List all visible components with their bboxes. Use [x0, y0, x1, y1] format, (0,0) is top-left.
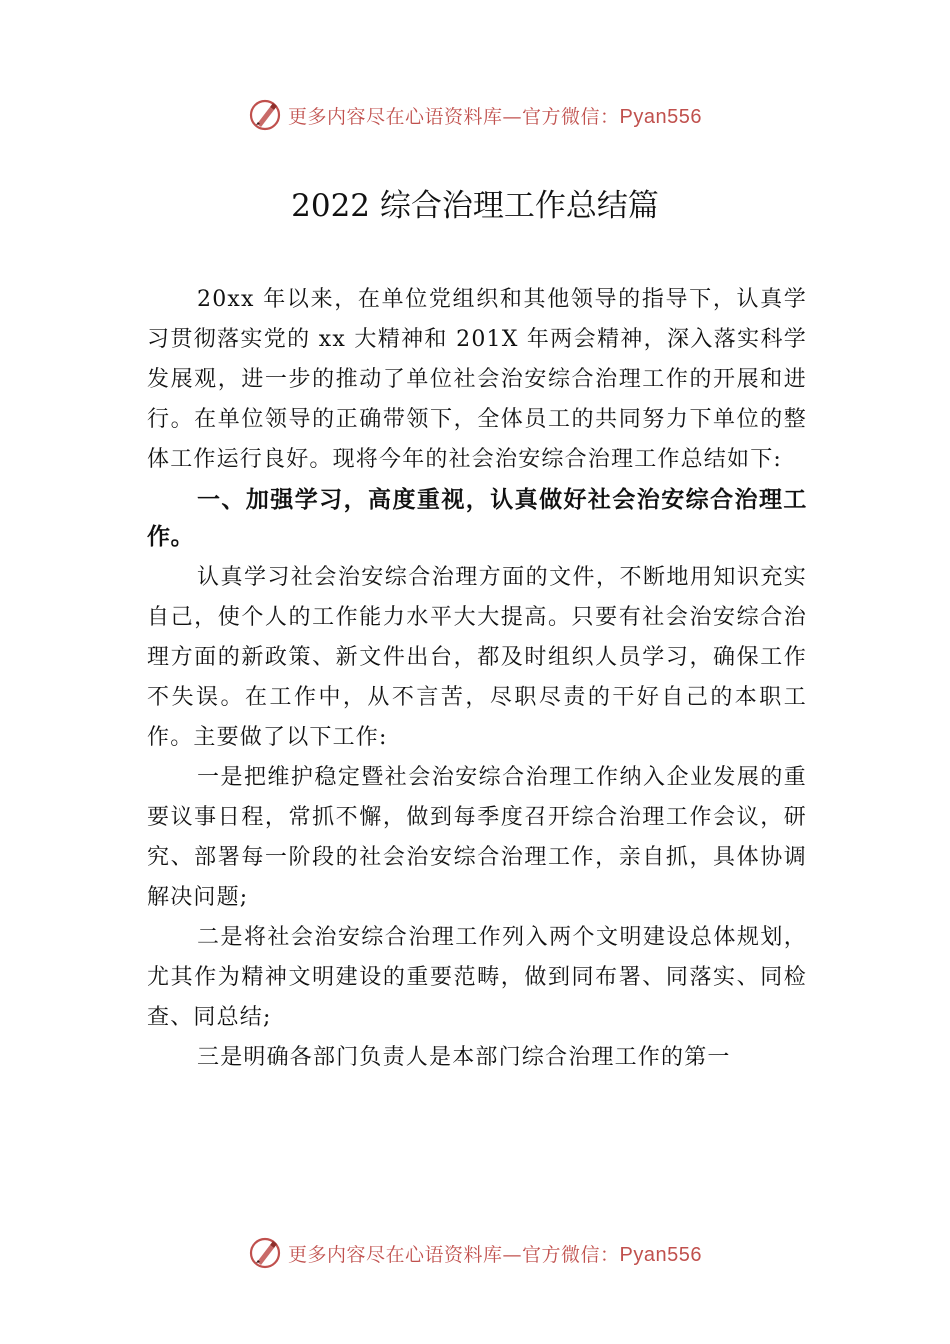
header-watermark [0, 95, 950, 135]
watermark-text: 更多内容尽在心语资料库—官方微信：Pyan556 [288, 105, 702, 128]
paragraph-item-2: 二是将社会治安综合治理工作列入两个文明建设总体规划，尤其作为精神文明建设的重要范畴，做到同布署、同落实、同检查、同总结; [147, 925, 807, 1030]
document-title: 2022 综合治理工作总结篇 [291, 188, 659, 224]
paragraph-item-1: 一是把维护稳定暨社会治安综合治理工作纳入企业发展的重要议事日程，常抓不懈，做到每季度召开综合治理工作会议，研究、部署每一阶段的社会治安综合治理工作，亲自抓，具体协调解决问题; [147, 765, 807, 910]
paragraph-item-3: 三是明确各部门负责人是本部门综合治理工作的第一 [197, 1045, 731, 1070]
paragraph-study: 认真学习社会治安综合治理方面的文件，不断地用知识充实自己，使个人的工作能力水平大大提高。只要有社会治安综合治理方面的新政策、新文件出台，都及时组织人员学习，确保工作不失误。在工作中，从不言苦，尽职尽责的干好自己的本职工作。主要做了以下工作: [147, 565, 807, 750]
wechat-id: Pyan556 [619, 1243, 702, 1266]
wechat-id: Pyan556 [619, 105, 702, 128]
pen-logo-icon [248, 1236, 282, 1270]
pen-logo-icon [248, 98, 282, 132]
section-heading-1: 一、加强学习，高度重视，认真做好社会治安综合治理工作。 [147, 487, 807, 550]
watermark-text: 更多内容尽在心语资料库—官方微信：Pyan556 [288, 1243, 702, 1266]
footer-watermark [0, 1233, 950, 1273]
document-body [147, 280, 807, 1078]
paragraph-intro: 20xx 年以来，在单位党组织和其他领导的指导下，认真学习贯彻落实党的 xx 大精神和 201X 年两会精神，深入落实科学发展观，进一步的推动了单位社会治安综合治理工作的开展和进行。在单位领导的正确带领下，全体员工的共同努力下单位的整体工作运行良好。现将今年的社会治安综合治理工作总结如下: [147, 287, 807, 472]
